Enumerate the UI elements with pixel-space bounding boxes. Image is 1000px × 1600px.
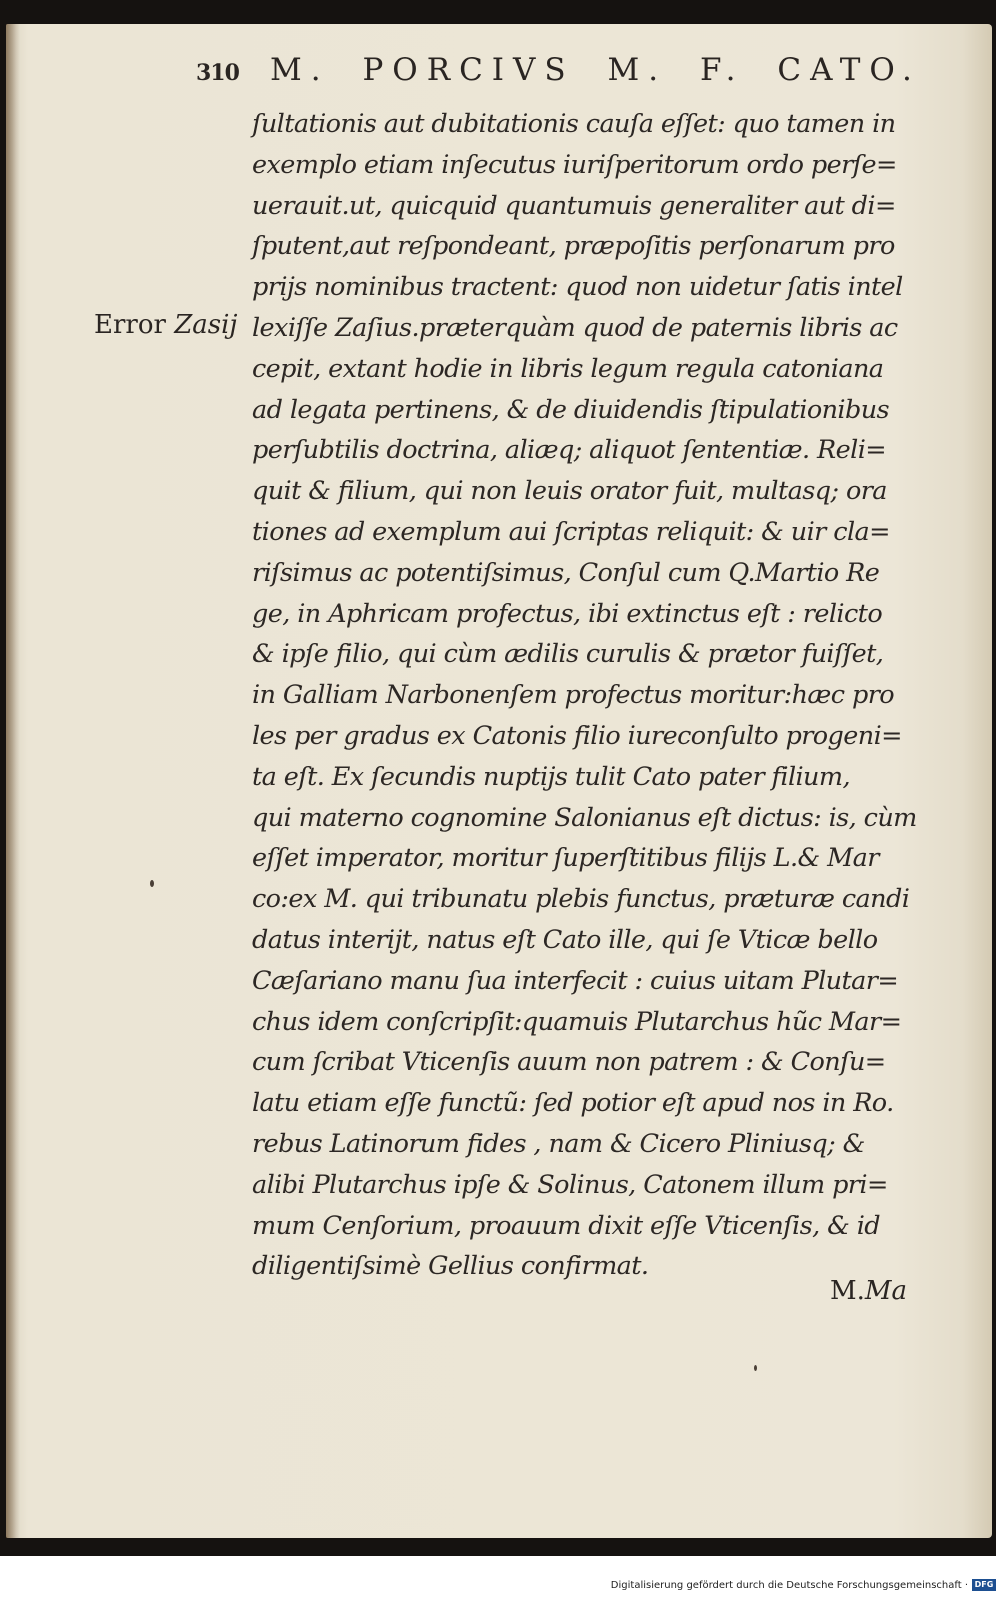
text-line: cum ſcribat Vticenſis auum non patrem : & Conſu= [252,1047,886,1078]
text-line: tiones ad exemplum aui ſcriptas reliquit: & uir cla= [252,516,890,547]
body-text [252,104,932,1287]
margin-note-word-1: Error [94,310,166,340]
dfg-logo-text: DFG [974,1580,994,1589]
text-line: uerauit.ut, quicquid quantumuis generaliter aut di= [252,190,896,221]
running-head [186,46,921,94]
catchword [830,1276,907,1306]
paper-speck [150,880,154,887]
digitization-credit: Digitalisierung gefördert durch die Deutsche Forschungsgemeinschaft · [610,1580,968,1591]
running-head-title: M. PORCIVS M. F. CATO. [270,52,921,88]
margin-note [94,310,237,340]
paper-speck [754,1365,757,1371]
text-line: exemplo etiam inſecutus iuriſperitorum ordo perſe= [252,149,897,180]
text-line: latu etiam eſſe functũ: ſed potior eſt apud nos in Ro. [252,1088,894,1119]
text-line: les per gradus ex Catonis filio iureconſulto progeni= [252,720,902,751]
text-line: Cæſariano manu ſua interfecit : cuius uitam Plutar= [252,965,899,996]
text-line: diligentiſsimè Gellius confirmat. [252,1251,649,1282]
text-line: quit & filium, qui non leuis orator fuit, multasq; ora [252,476,887,507]
text-line: ta eſt. Ex ſecundis nuptijs tulit Cato pater filium, [252,761,850,792]
text-line: cepit, extant hodie in libris legum regula catoniana [252,353,884,384]
text-line: riſsimus ac potentiſsimus, Conſul cum Q.Martio Re [252,557,880,588]
text-line: qui materno cognomine Salonianus eſt dictus: is, cùm [252,802,917,833]
text-line: datus interijt, natus eſt Cato ille, qui ſe Vticæ bello [252,924,878,955]
page-gutter-shadow [6,24,20,1538]
text-line: perſubtilis doctrina, aliæq; aliquot ſententiæ. Reli= [252,435,887,466]
text-line: ad legata pertinens, & de diuidendis ſtipulationibus [252,394,890,425]
digitization-credit-text: Digitalisierung gefördert durch die Deutsche Forschungsgemeinschaft [610,1580,962,1591]
text-line: lexiſſe Zaſius.præterquàm quod de paternis libris ac [252,312,898,343]
text-line: mum Cenſorium, proauum dixit eſſe Vticenſis, & id [252,1210,880,1241]
text-line: rebus Latinorum fides , nam & Cicero Pliniusq; & [252,1128,865,1159]
text-line: eſſet imperator, moritur ſuperſtitibus filijs L.& Mar [252,843,879,874]
text-line: in Galliam Narbonenſem profectus moritur:hæc pro [252,680,895,711]
text-line: prijs nominibus tractent: quod non uidetur ſatis intel [252,272,903,303]
dfg-logo-icon [972,1579,996,1591]
catchword-part-2: Ma [864,1276,908,1306]
text-line: chus idem conſcripſit:quamuis Plutarchus hũc Mar= [252,1006,902,1037]
text-line: co:ex M. qui tribunatu plebis functus, præturæ candi [252,884,910,915]
text-line: ſputent,aut reſpondeant, præpoſitis perſonarum pro [252,231,895,262]
text-line: ſultationis aut dubitationis cauſa eſſet: quo tamen in [252,109,896,139]
margin-note-word-2: Zasij [174,310,238,340]
text-line: alibi Plutarchus ipſe & Solinus, Catonem illum pri= [252,1169,888,1200]
text-line: & ipſe filio, qui cùm ædilis curulis & prætor fuiſſet, [252,639,884,670]
catchword-part-1: M. [830,1276,865,1306]
page-number: 310 [196,60,239,86]
text-line: ge, in Aphricam profectus, ibi extinctus eſt : relicto [252,598,883,629]
